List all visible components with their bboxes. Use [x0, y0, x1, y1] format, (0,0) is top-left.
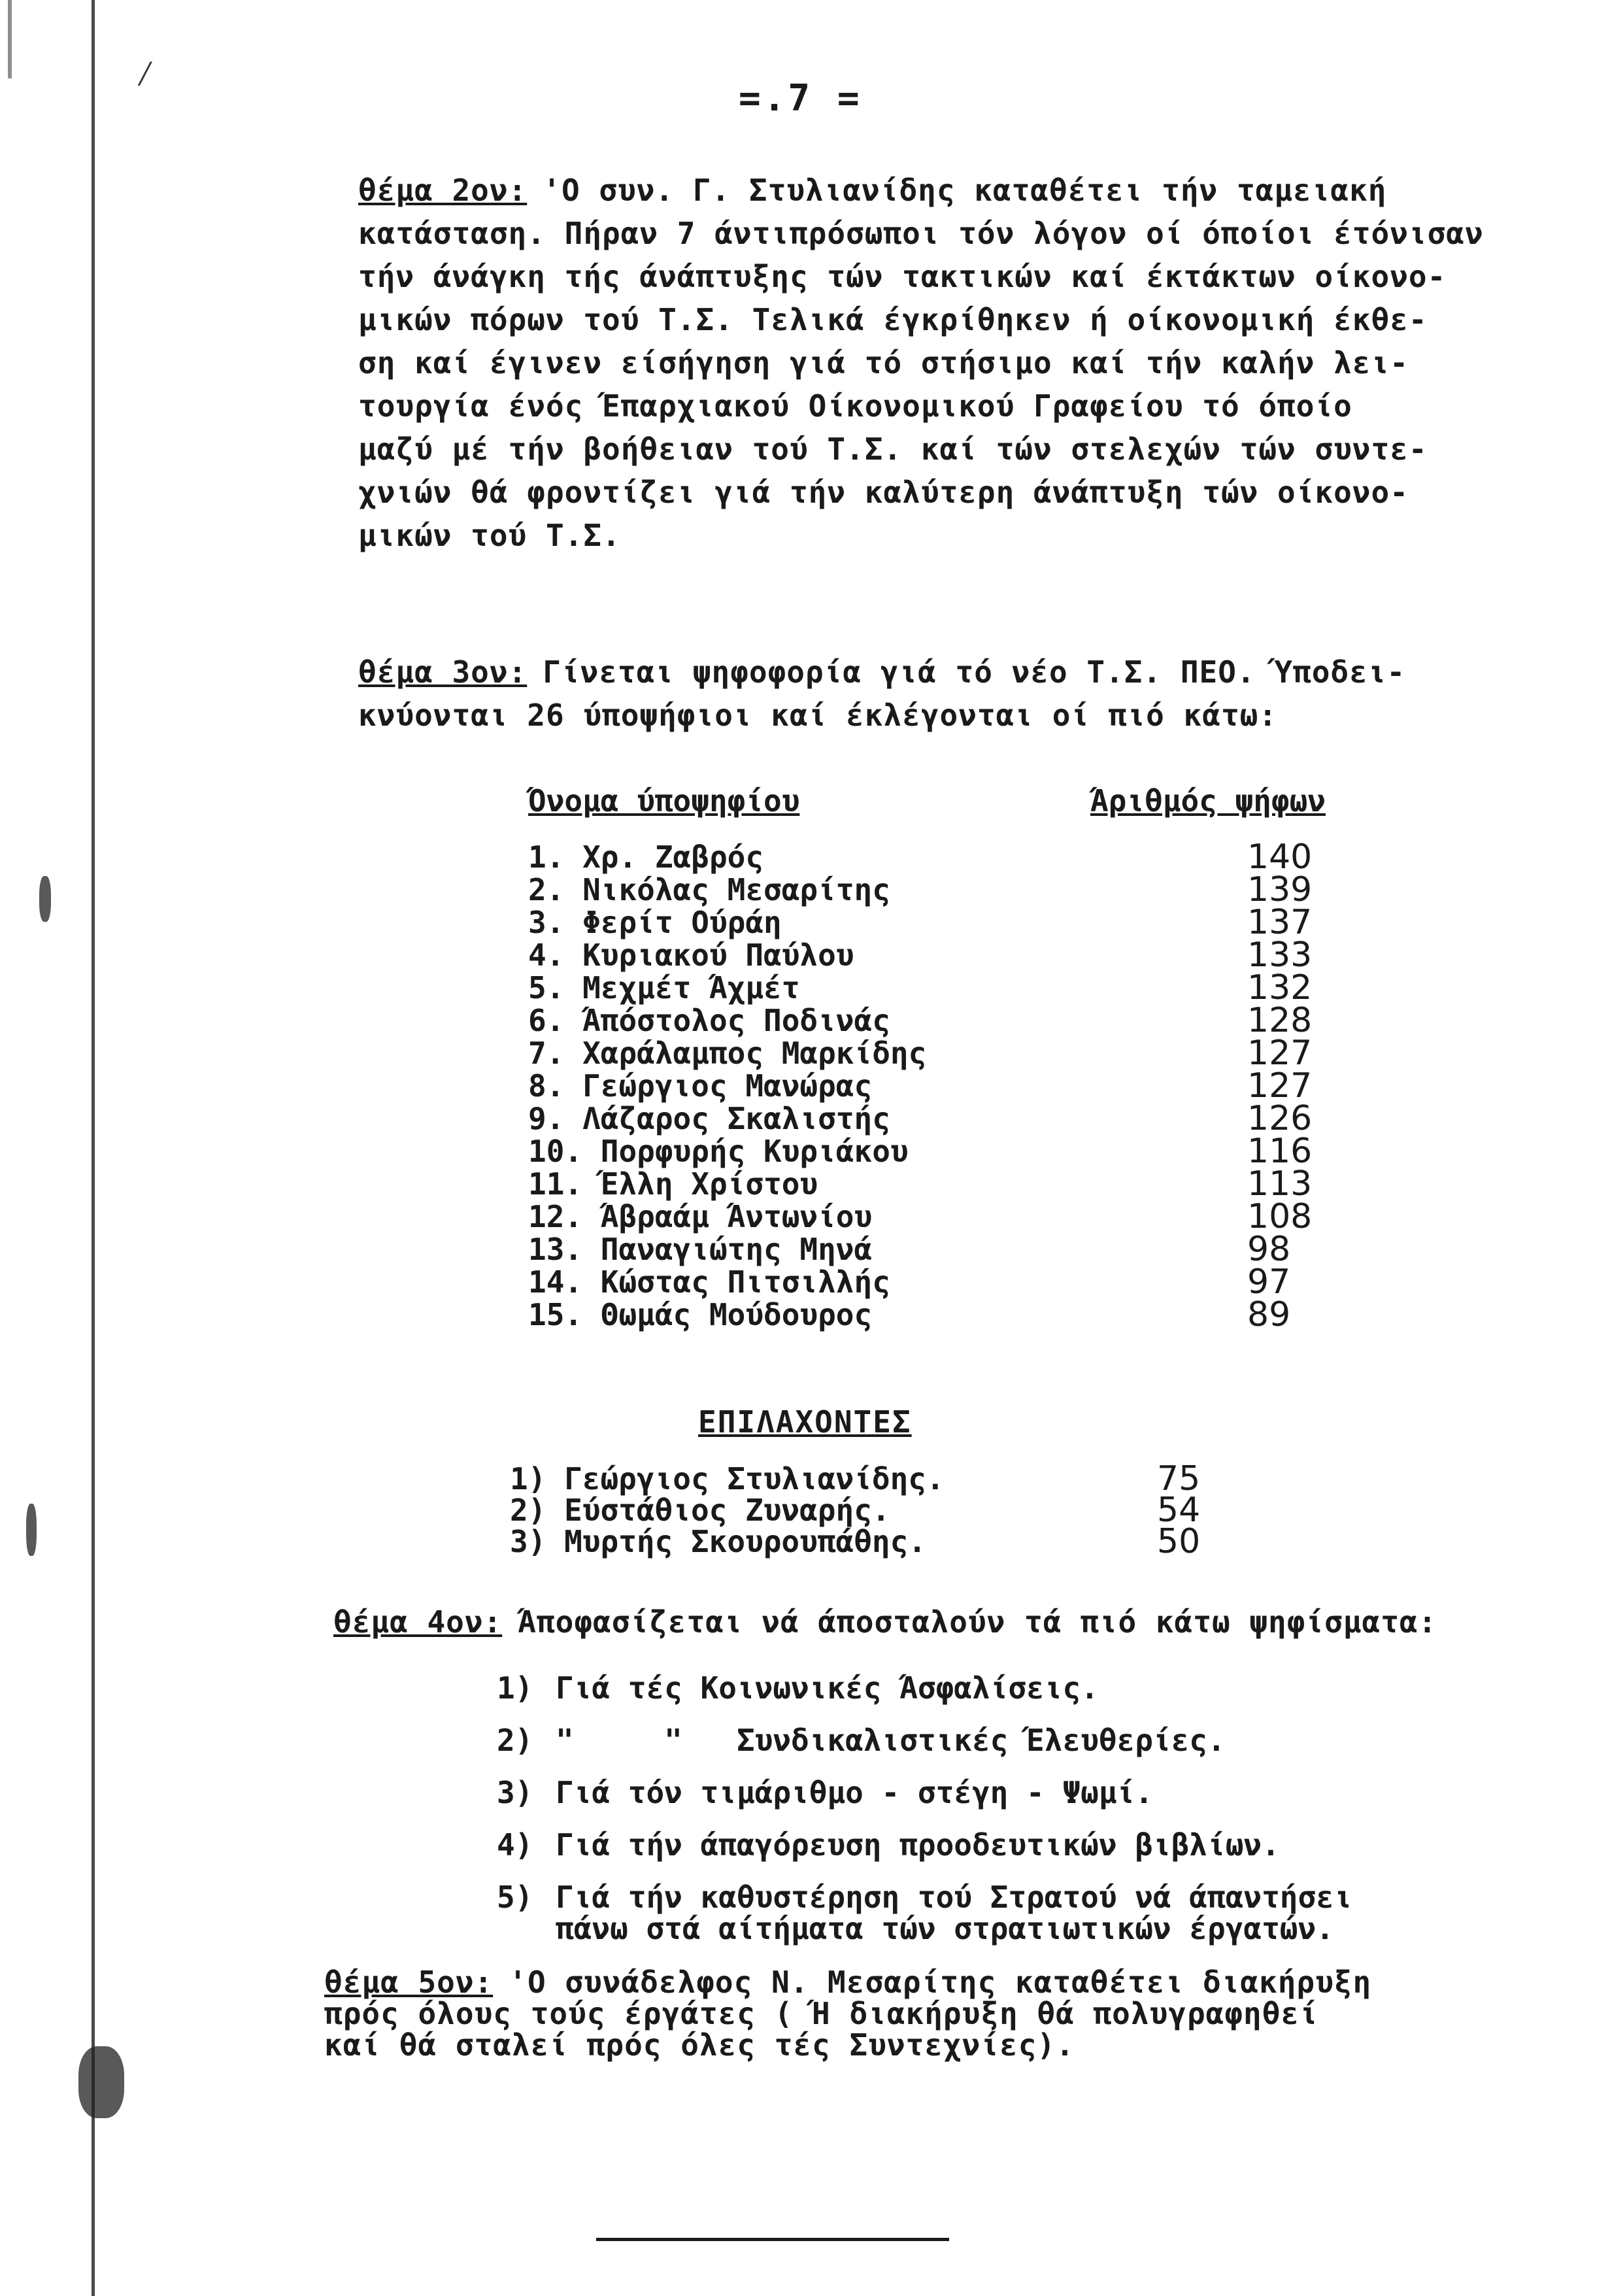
candidate-name: 13. Παναγιώτης Μηνά — [528, 1232, 873, 1267]
runners-up-list — [510, 1459, 1229, 1561]
candidate-name: 11. Έλλη Χρίστου — [528, 1166, 818, 1202]
scan-smudge — [39, 876, 51, 922]
table-row — [528, 1230, 1326, 1269]
section-2-line: χνιών θά φροντίζει γιά τήν καλύτερη άνάπτυξη τών οίκονο- — [358, 475, 1409, 510]
resolution-number: 4) — [497, 1827, 533, 1863]
resolution-text: Γιά τές Κοινωνικές Άσφαλίσεις. — [556, 1670, 1099, 1706]
runner-up-votes: 50 — [1157, 1522, 1201, 1561]
section-4-line-1 — [333, 1600, 1523, 1644]
table-row — [528, 1295, 1326, 1334]
candidate-name: 8. Γεώργιος Μανώρας — [528, 1068, 873, 1104]
column-header-candidate: Όνομα ύποψηφίου — [528, 783, 800, 819]
resolution-item — [497, 1725, 1517, 1756]
section-5-line-1: θέμα 5ον: 'Ο συνάδελφος Ν. Μεσαρίτης καταθέτει διακήρυξη — [324, 1965, 1372, 2000]
candidate-name: 2. Νικόλας Μεσαρίτης — [528, 872, 890, 907]
resolution-number: 1) — [497, 1670, 533, 1706]
vote-count: 108 — [1247, 1197, 1313, 1236]
table-row — [528, 1066, 1326, 1106]
table-row — [528, 903, 1326, 942]
table-row — [528, 968, 1326, 1007]
candidate-name: 15. Θωμάς Μούδουρος — [528, 1297, 873, 1332]
section-4 — [333, 1600, 1523, 1644]
table-row — [528, 1197, 1326, 1236]
section-2-line: τουργία ένός Έπαρχιακού Οίκονομικού Γραφείου τό όποίο — [358, 388, 1352, 424]
table-row — [528, 1034, 1326, 1073]
section-5-line: πρός όλους τούς έργάτες ( Ή διακήρυξη θά πολυγραφηθεί — [324, 1996, 1318, 2031]
vote-count: 132 — [1247, 968, 1313, 1007]
section-3-heading: θέμα 3ον: — [358, 654, 528, 690]
section-2-line: μικών τού Τ.Σ. — [358, 518, 621, 553]
runner-up-name: 1) Γεώργιος Στυλιανίδης. — [510, 1461, 945, 1496]
candidate-name: 1. Χρ. Ζαβρός — [528, 839, 764, 875]
section-2-line: μικών πόρων τού Τ.Σ. Τελικά έγκρίθηκεν ή οίκονομική έκθε- — [358, 302, 1428, 337]
section-4-heading: θέμα 4ον: — [333, 1604, 503, 1640]
table-row — [528, 837, 1326, 877]
runner-up-votes: 54 — [1157, 1491, 1201, 1530]
resolution-item — [497, 1882, 1517, 1944]
scan-pen-mark: ⁄ — [134, 52, 156, 95]
page-number: =.7 = — [739, 77, 862, 120]
votes-table — [528, 783, 1326, 1334]
resolution-text: " " Συνδικαλιστικές Έλευθερίες. — [556, 1723, 1226, 1758]
runners-up-title: ΕΠΙΛΑΧΟΝΤΕΣ — [698, 1404, 912, 1440]
candidate-name: 3. Φερίτ Ούράη — [528, 905, 782, 940]
section-3 — [358, 650, 1548, 737]
resolution-item — [497, 1829, 1517, 1861]
resolution-text: Γιά τήν άπαγόρευση προοδευτικών βιβλίων. — [556, 1827, 1280, 1863]
table-row — [528, 1001, 1326, 1040]
column-header-votes: Άριθμός ψήφων — [1090, 783, 1326, 819]
vote-count: 133 — [1247, 936, 1313, 975]
section-2-line: μαζύ μέ τήν βοήθειαν τού Τ.Σ. καί τών στελεχών τών συντε- — [358, 431, 1428, 467]
vote-count: 139 — [1247, 870, 1313, 909]
section-2-line: κατάσταση. Πήραν 7 άντιπρόσωποι τόν λόγον οί όποίοι έτόνισαν — [358, 216, 1484, 251]
vote-count: 128 — [1247, 1001, 1313, 1040]
scan-margin-mark — [8, 0, 12, 78]
candidate-name: 7. Χαράλαμπος Μαρκίδης — [528, 1036, 927, 1071]
vote-count: 137 — [1247, 903, 1313, 942]
candidate-name: 6. Άπόστολος Ποδινάς — [528, 1003, 890, 1038]
resolution-text: Γιά τόν τιμάριθμο - στέγη - Ψωμί. — [556, 1775, 1153, 1810]
table-row — [528, 1164, 1326, 1204]
vote-count: 127 — [1247, 1066, 1313, 1106]
footer-rule — [596, 2238, 949, 2241]
resolution-item — [497, 1777, 1517, 1808]
candidate-name: 5. Μεχμέτ Άχμέτ — [528, 970, 800, 1005]
vote-count: 97 — [1247, 1262, 1291, 1302]
resolution-item — [497, 1672, 1517, 1704]
candidate-name: 12. Άβραάμ Άντωνίου — [528, 1199, 873, 1234]
candidate-name: 9. Λάζαρος Σκαλιστής — [528, 1101, 890, 1136]
votes-table-body — [528, 837, 1326, 1334]
vote-count: 126 — [1247, 1099, 1313, 1138]
candidate-name: 14. Κώστας Πιτσιλλής — [528, 1264, 890, 1300]
vote-count: 113 — [1247, 1164, 1313, 1204]
table-row — [528, 1099, 1326, 1138]
section-2 — [358, 169, 1548, 557]
resolution-number: 3) — [497, 1775, 533, 1810]
section-4-intro: Άποφασίζεται νά άποσταλούν τά πιό κάτω ψηφίσματα: — [518, 1604, 1437, 1640]
scan-smudge — [26, 1504, 37, 1556]
section-2-line: τήν άνάγκη τής άνάπτυξης τών τακτικών καί έκτάκτων οίκονο- — [358, 259, 1447, 294]
table-row — [528, 870, 1326, 909]
resolution-number: 2) — [497, 1723, 533, 1758]
section-2-line: ση καί έγινεν είσήγηση γιά τό στήσιμο καί τήν καλήν λει- — [358, 345, 1409, 380]
runner-up-name: 3) Μυρτής Σκουρουπάθης. — [510, 1524, 926, 1559]
list-item — [510, 1522, 1229, 1561]
vote-count: 140 — [1247, 837, 1313, 877]
list-item — [510, 1491, 1229, 1530]
table-row — [528, 1132, 1326, 1171]
candidate-name: 10. Πορφυρής Κυριάκου — [528, 1134, 909, 1169]
candidate-name: 4. Κυριακού Παύλου — [528, 937, 854, 973]
resolution-text: Γιά τήν καθυστέρηση τού Στρατού νά άπαντήσει πάνω στά αίτήματα τών στρατιωτικών έργατών. — [556, 1880, 1352, 1946]
scan-margin-line — [92, 0, 95, 2296]
section-2-line-1: θέμα 2ον: 'Ο συν. Γ. Στυλιανίδης καταθέτει τήν ταμειακή — [358, 173, 1387, 208]
vote-count: 127 — [1247, 1034, 1313, 1073]
table-row — [528, 1262, 1326, 1302]
votes-table-header — [528, 783, 1326, 819]
section-5 — [324, 1967, 1514, 2061]
scan-smudge — [78, 2046, 124, 2118]
list-item — [510, 1459, 1229, 1498]
vote-count: 116 — [1247, 1132, 1313, 1171]
section-2-heading: θέμα 2ον: — [358, 173, 528, 208]
section-3-line: κνύονται 26 ύποψήφιοι καί έκλέγονται οί πιό κάτω: — [358, 698, 1278, 733]
vote-count: 98 — [1247, 1230, 1291, 1269]
resolutions-list — [497, 1672, 1517, 1965]
vote-count: 89 — [1247, 1295, 1291, 1334]
section-5-line: καί θά σταλεί πρός όλες τές Συντεχνίες). — [324, 2027, 1075, 2063]
runner-up-votes: 75 — [1157, 1459, 1201, 1498]
table-row — [528, 936, 1326, 975]
resolution-number: 5) — [497, 1880, 533, 1915]
section-3-line-1: θέμα 3ον: Γίνεται ψηφοφορία γιά τό νέο Τ.Σ. ΠΕΟ. Ύποδει- — [358, 654, 1406, 690]
section-5-heading: θέμα 5ον: — [324, 1965, 494, 2000]
runner-up-name: 2) Εύστάθιος Ζυναρής. — [510, 1493, 890, 1528]
